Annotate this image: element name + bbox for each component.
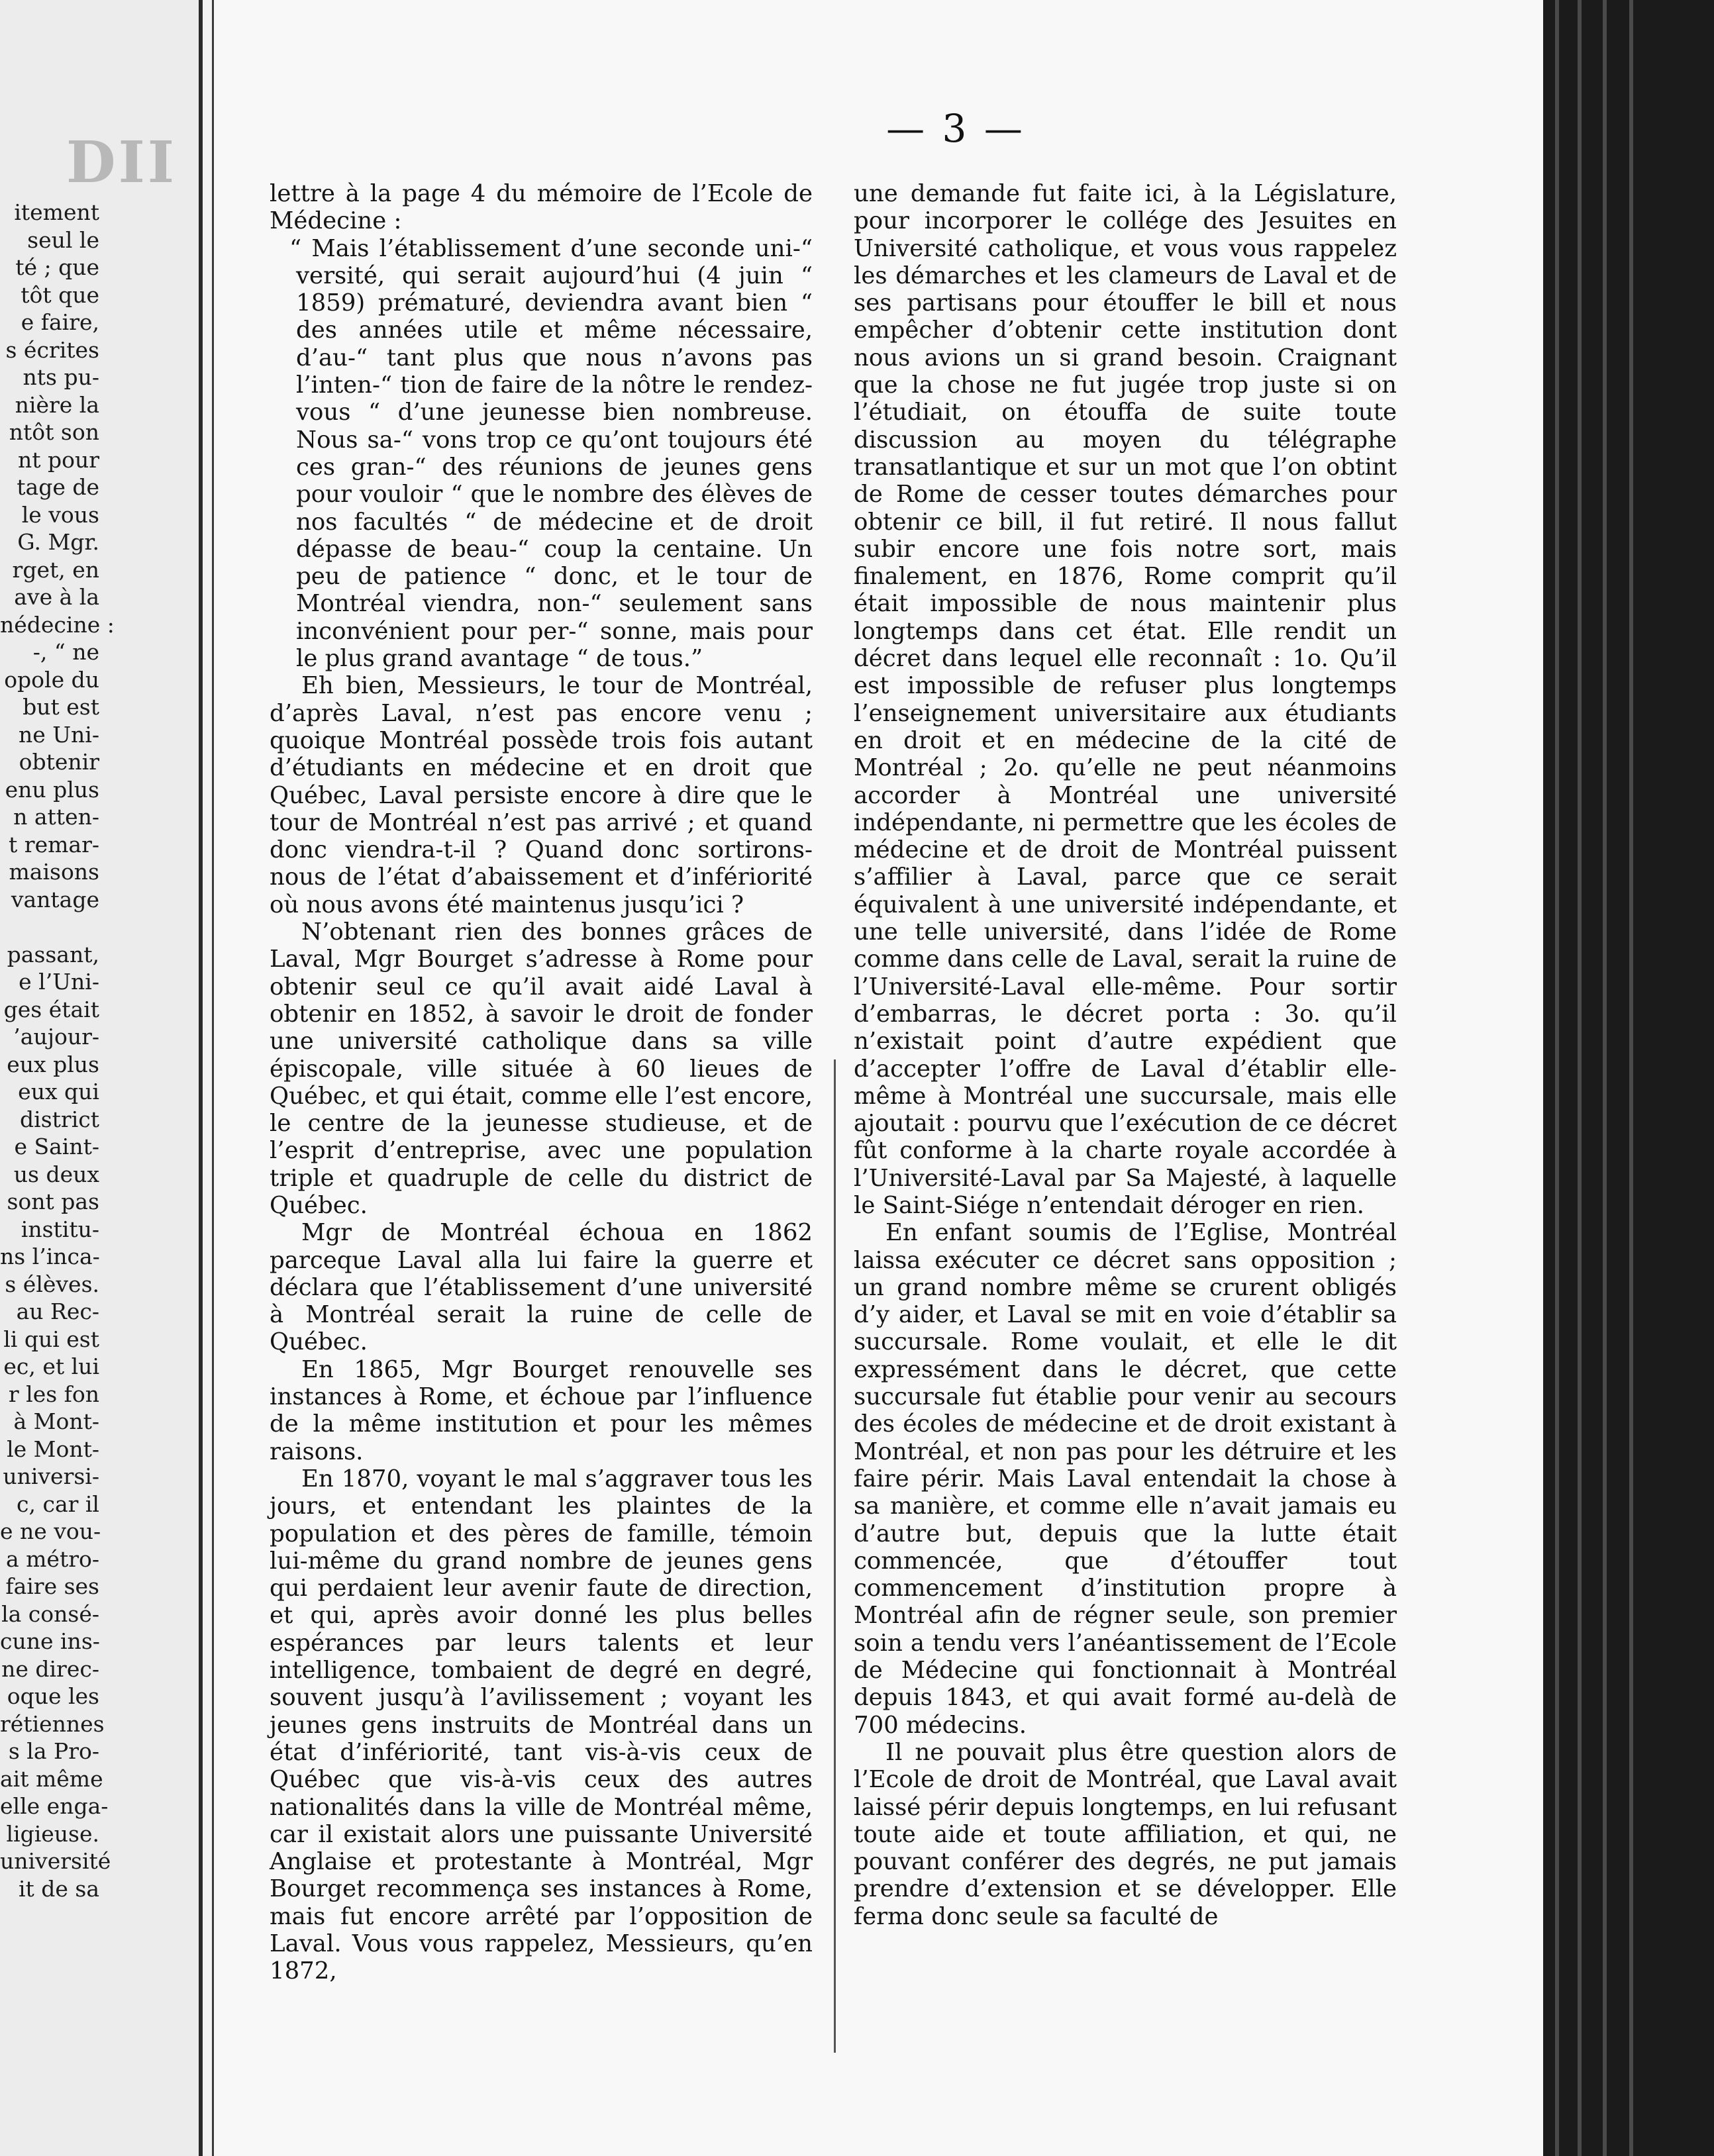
adjacent-page-line: it de sa — [18, 1875, 99, 1902]
adjacent-page-line: seul le — [27, 226, 99, 253]
adjacent-page-line: nts pu- — [23, 364, 99, 390]
adjacent-page-line: cune ins- — [0, 1628, 100, 1654]
adjacent-page-line: ne direc- — [1, 1655, 99, 1682]
adjacent-page-line: à Mont- — [13, 1408, 99, 1434]
adjacent-page-line: but est — [23, 694, 99, 720]
paragraph: Il ne pouvait plus être question alors de l’Ecole de droit de Montréal, que Laval avait laissé périr depuis longtemps, en lui refusant toute aide et toute affiliation, et qui, ne pouvant conférer des degrés, ne put jamais prendre d’extension et se développer. Elle ferma donc seule sa faculté de — [854, 1738, 1397, 1930]
right-column — [854, 180, 1397, 1930]
adjacent-page-line: faire ses — [5, 1573, 99, 1599]
paragraph: N’obtenant rien des bonnes grâces de Laval, Mgr Bourget s’adresse à Rome pour obtenir seul ce qu’il avait aidé Laval à obtenir en 1852, à savoir le droit de fonder une université catholique dans sa ville épiscopale, ville située à 60 lieues de Québec, et qui était, comme elle l’est encore, le centre de la jeunesse studieuse, et de l’esprit d’entreprise, avec une population triple et quadruple de celle du district de Québec. — [270, 918, 813, 1219]
adjacent-page-line: s écrites — [5, 336, 99, 363]
paragraph: Mgr de Montréal échoua en 1862 parceque Laval alla lui faire la guerre et déclara que l’établissement d’une université à Montréal serait la ruine de celle de Québec. — [270, 1219, 813, 1356]
adjacent-page-line: t remar- — [9, 831, 99, 858]
adjacent-page-line: n atten- — [13, 804, 99, 830]
adjacent-page-line: passant, — [7, 941, 99, 967]
adjacent-page-line: université — [0, 1848, 111, 1874]
adjacent-page-line: r les fon — [8, 1381, 99, 1407]
adjacent-page-line: eux plus — [7, 1051, 99, 1077]
adjacent-page-line: ne Uni- — [18, 721, 99, 748]
adjacent-page-line: té ; que — [15, 254, 99, 280]
adjacent-page-line: itement — [14, 199, 99, 225]
adjacent-page-line: le Mont- — [7, 1436, 99, 1462]
adjacent-page-line: ave à la — [14, 584, 99, 610]
adjacent-page-line: opole du — [4, 666, 99, 693]
adjacent-page-line: ’aujour- — [13, 1024, 99, 1050]
paragraph: lettre à la page 4 du mémoire de l’Ecole de Médecine : — [270, 180, 813, 235]
adjacent-page-line: ntôt son — [9, 419, 99, 445]
adjacent-page-line: universi- — [3, 1463, 99, 1489]
book-page-edges — [1543, 0, 1714, 2156]
adjacent-page-line: ec, et lui — [3, 1353, 99, 1379]
adjacent-page-line: s élèves. — [5, 1271, 99, 1297]
page-number: — 3 — — [886, 106, 1025, 151]
adjacent-page-line: district — [20, 1106, 99, 1132]
adjacent-page-line: le vous — [21, 501, 99, 528]
adjacent-page-line: e ne vou- — [0, 1518, 101, 1544]
adjacent-page-line: obtenir — [19, 749, 99, 775]
adjacent-page-line: ges était — [3, 996, 99, 1022]
column-rule — [834, 1059, 836, 2053]
adjacent-page-line: a métro- — [5, 1545, 99, 1572]
adjacent-page-fragment — [0, 0, 203, 2156]
page-edge-line — [1629, 0, 1633, 2156]
adjacent-page-line: enu plus — [5, 776, 99, 803]
adjacent-page-line: sont pas — [7, 1189, 99, 1214]
adjacent-page-line: ligieuse. — [6, 1820, 99, 1847]
adjacent-page-line: rétiennes — [0, 1710, 105, 1737]
document-page — [212, 0, 1545, 2156]
left-column — [270, 180, 813, 1985]
page-edge-line — [1578, 0, 1582, 2156]
adjacent-page-line: c, car il — [17, 1491, 99, 1517]
adjacent-page-line: us deux — [13, 1161, 99, 1187]
paragraph: En 1865, Mgr Bourget renouvelle ses instances à Rome, et échoue par l’influence de la même institution et pour les mêmes raisons. — [270, 1355, 813, 1465]
adjacent-page-line: vantage — [11, 886, 99, 912]
adjacent-page-line: ait même — [0, 1765, 103, 1792]
adjacent-page-line: G. Mgr. — [17, 529, 99, 555]
adjacent-page-line: oque les — [7, 1683, 99, 1709]
adjacent-page-line: maisons — [9, 859, 99, 885]
paragraph: une demande fut faite ici, à la Législature, pour incorporer le collége des Jesuites en Université catholique, et vous vous rappelez les démarches et les clameurs de Laval et de ses partisans pour étouffer le bill et nous empêcher d’obtenir cette institution dont nous avions un si grand besoin. Craignant que la chose ne fut jugée trop juste si on l’étudiait, on étouffa de suite toute discussion au moyen du télégraphe transatlantique et sur un mot que l’on obtint de Rome de cesser toutes démarches pour obtenir ce bill, il fut retiré. Il nous fallut subir encore une fois notre sort, mais finalement, en 1876, Rome comprit qu’il était impossible de nous maintenir plus longtemps dans cet état. Elle rendit un décret dans lequel elle reconnaît : 1o. Qu’il est impossible de refuser plus longtemps l’enseignement universitaire aux étudiants en droit et en médecine de la cité de Montréal ; 2o. qu’elle ne peut néanmoins accorder à Montréal une université indépendante, ni permettre que les écoles de médecine et de droit de Montréal puissent s’affilier à Laval, parce que ce serait équivalent à une université indépendante, et une telle université, dans l’idée de Rome comme dans celle de Laval, serait la ruine de l’Université-Laval elle-même. Pour sortir d’embarras, le décret porta : 3o. qu’il n’existait point d’autre expédient que d’accepter l’offre de Laval d’établir elle-même à Montréal une succursale, mais elle ajoutait : pourvu que l’exécution de ce décret fût conforme à la charte royale accordée à l’Université-Laval par Sa Majesté, à laquelle le Saint-Siége n’entendait déroger en rien. — [854, 180, 1397, 1219]
adjacent-page-heading: DII — [66, 129, 177, 196]
adjacent-page-line: nière la — [15, 391, 99, 418]
adjacent-page-line: li qui est — [3, 1326, 99, 1352]
adjacent-page-line: eux qui — [18, 1079, 99, 1104]
adjacent-page-line: e faire, — [21, 309, 99, 335]
adjacent-page-line: rget, en — [12, 556, 99, 583]
adjacent-page-line: s la Pro- — [8, 1738, 99, 1764]
adjacent-page-line: ns l’inca- — [0, 1244, 100, 1269]
adjacent-page-line: e Saint- — [14, 1134, 99, 1159]
adjacent-page-line: nédecine : — [0, 611, 115, 638]
adjacent-page-line: tage de — [17, 474, 99, 500]
paragraph: En 1870, voyant le mal s’aggraver tous les jours, et entendant les plaintes de la population et des pères de famille, témoin lui-même du grand nombre de jeunes gens qui perdaient leur avenir faute de direction, et qui, après avoir donné les plus belles espérances par leurs talents et leur intelligence, tombaient de degré en degré, souvent jusqu’à l’avilissement ; voyant les jeunes gens instruits de Montréal dans un état d’infériorité, tant vis-à-vis ceux de Québec que vis-à-vis ceux des autres nationalités dans la ville de Montréal même, car il existait alors une puissante Université Anglaise et protestante à Montréal, Mgr Bourget recommença ses instances à Rome, mais fut encore arrêté par l’opposition de Laval. Vous vous rappelez, Messieurs, qu’en 1872, — [270, 1465, 813, 1985]
page-edge-line — [1555, 0, 1559, 2156]
adjacent-page-line: tôt que — [21, 281, 99, 308]
paragraph: En enfant soumis de l’Eglise, Montréal laissa exécuter ce décret sans opposition ; un grand nombre même se crurent obligés d’y aider, et Laval se mit en voie d’établir sa succursale. Rome voulait, et elle le dit expressément dans le décret, que cette succursale fut établie pour venir au secours des écoles de médecine et de droit existant à Montréal, et non pas pour les détruire et les faire périr. Mais Laval entendait la chose à sa manière, et comme elle n’avait jamais eu d’autre but, depuis que la lutte était commencée, que d’étouffer tout commencement d’institution propre à Montréal afin de régner seule, son premier soin a tendu vers l’anéantissement de l’Ecole de Médecine qui fonctionnait à Montréal depuis 1843, et qui avait formé au-delà de 700 médecins. — [854, 1219, 1397, 1739]
adjacent-page-line: e l’Uni- — [19, 969, 99, 995]
adjacent-page-line: institu- — [21, 1216, 99, 1242]
adjacent-page-line: la consé- — [1, 1600, 99, 1627]
adjacent-page-line: elle enga- — [0, 1793, 109, 1819]
adjacent-page-line: au Rec- — [16, 1298, 99, 1324]
page-edge-line — [1603, 0, 1607, 2156]
adjacent-page-line: -, “ ne — [32, 639, 99, 665]
paragraph: Eh bien, Messieurs, le tour de Montréal, d’après Laval, n’est pas encore venu ; quoique Montréal possède trois fois autant d’étudiants en médecine et en droit que Québec, Laval persiste encore à dire que le tour de Montréal n’est pas arrivé ; et quand donc viendra-t-il ? Quand donc sortirons-nous de l’état d’abaissement et d’infériorité où nous avons été maintenus jusqu’ici ? — [270, 672, 813, 918]
quoted-passage: “ Mais l’établissement d’une seconde uni-“ versité, qui serait aujourd’hui (4 juin “ 1859) prématuré, deviendra avant bien “ des années utile et même nécessaire, d’au-“ tant plus que nous n’avons pas l’inten-“ tion de faire de la nôtre le rendez-vous “ d’une jeunesse bien nombreuse. Nous sa-“ vons trop ce qu’ont toujours été ces gran-“ des réunions de jeunes gens pour vouloir “ que le nombre des élèves de nos facultés “ de médecine et de droit dépasse de beau-“ coup la centaine. Un peu de patience “ donc, et le tour de Montréal viendra, non-“ seulement sans inconvénient pour per-“ sonne, mais pour le plus grand avantage “ de tous.” — [289, 234, 813, 673]
adjacent-page-line: nt pour — [17, 446, 99, 473]
